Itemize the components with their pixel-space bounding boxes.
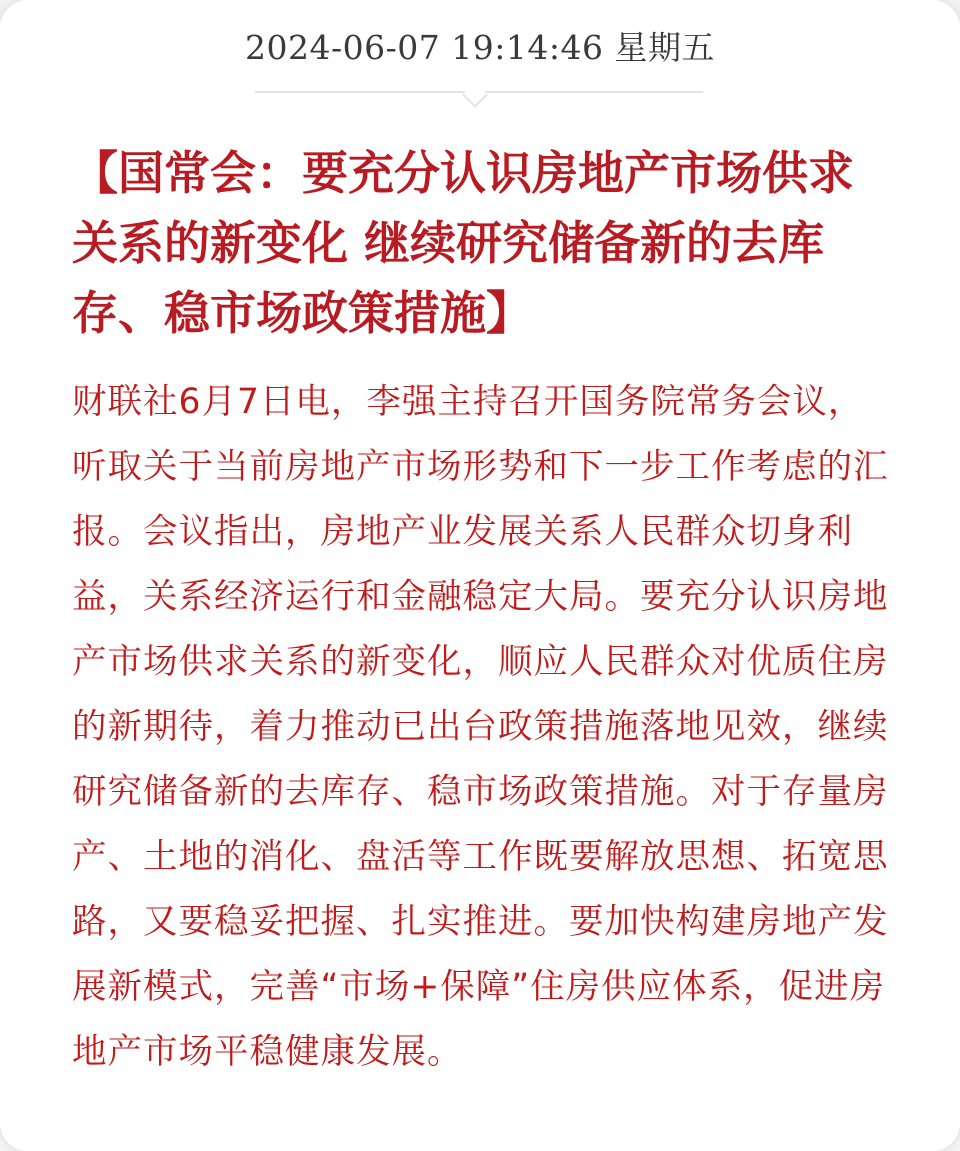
article-title: 【国常会：要充分认识房地产市场供求关系的新变化 继续研究储备新的去库存、稳市场政策措施】	[72, 146, 854, 340]
publish-datetime: 2024-06-07 19:14:46 星期五	[245, 28, 715, 67]
article-body: 财联社6月7日电，李强主持召开国务院常务会议，听取关于当前房地产市场形势和下一步工作考虑的汇报。会议指出，房地产业发展关系人民群众切身利益，关系经济运行和金融稳定大局。要充分认识房地产市场供求关系的新变化，顺应人民群众对优质住房的新期待，着力推动已出台政策措施落地见效，继续研究储备新的去库存、稳市场政策措施。对于存量房产、土地的消化、盘活等工作既要解放思想、拓宽思路，又要稳妥把握、扎实推进。要加快构建房地产发展新模式，完善“市场+保障”住房供应体系，促进房地产市场平稳健康发展。	[72, 382, 889, 1072]
divider-notch	[462, 82, 487, 107]
